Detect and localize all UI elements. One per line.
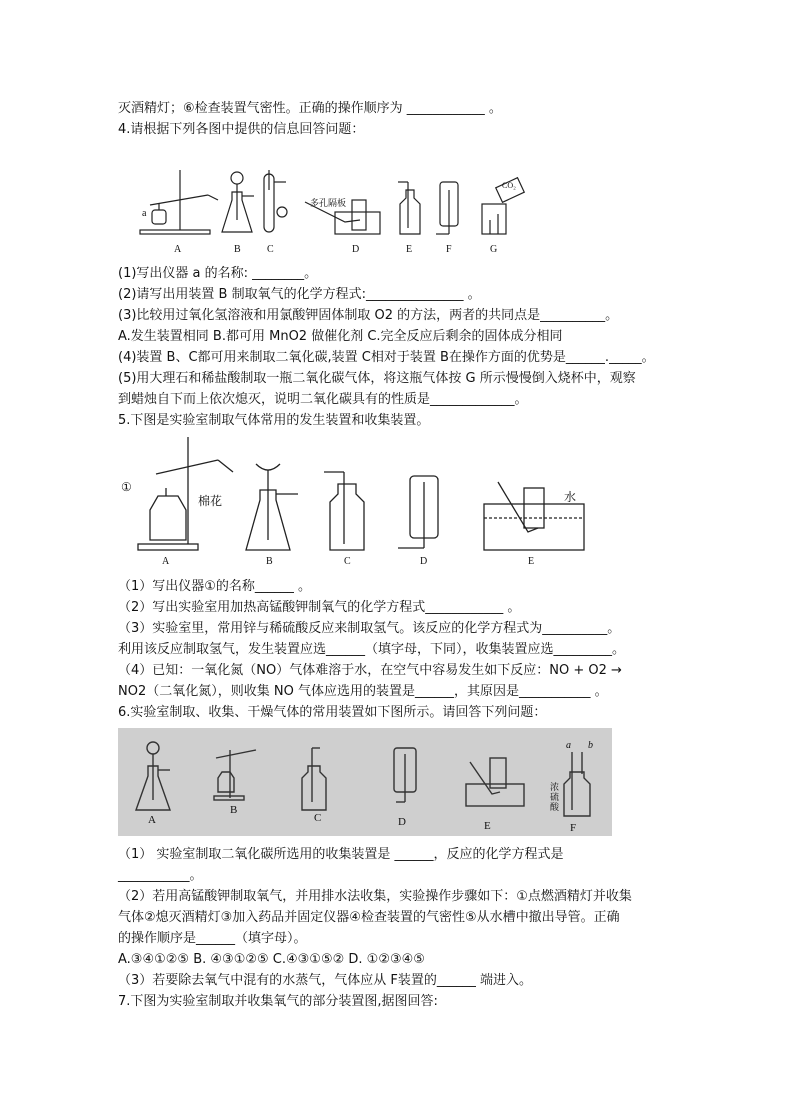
apparatus-d-inverted-bottle (394, 748, 416, 802)
q6-2-cont: 气体②熄灭酒精灯③加入药品并固定仪器④检查装置的气密性⑤从水槽中撤出导管。正确 (118, 910, 620, 925)
label-conc-1: 浓 (550, 782, 560, 792)
fig2-letter: C (344, 556, 351, 567)
q6-2-cont2: 的操作顺序是______（填字母）。 (118, 931, 307, 946)
q4-4: (4)装置 B、C都可用来制取二氧化碳,装置 C相对于装置 B在操作方面的优势是______._____。 (118, 350, 655, 365)
fig1-letter: E (406, 244, 413, 255)
q5-1: （1）写出仪器①的名称______ 。 (118, 579, 312, 594)
q4-3-options: A.发生装置相同 B.都可用 MnO2 做催化剂 C.完全反应后剩余的固体成分相同 (118, 329, 563, 344)
label-conc-2: 硫 (550, 792, 560, 802)
fig3-letter: A (148, 814, 156, 826)
label-multi-hole-plate: 多孔隔板 (310, 198, 347, 208)
question-5-heading: 5.下图是实验室制取气体常用的发生装置和收集装置。 (118, 413, 430, 428)
figure-q5-apparatus (118, 432, 588, 572)
apparatus-a-flask-funnel (136, 742, 170, 810)
q4-1: (1)写出仪器 a 的名称: ________。 (118, 266, 318, 281)
apparatus-f-wash-bottle (564, 752, 590, 816)
label-water: 水 (564, 490, 577, 504)
fig1-letter: A (174, 244, 182, 255)
fig1-letter: G (490, 244, 498, 255)
apparatus-f-inverted-bottle (436, 182, 458, 234)
apparatus-b-heating-setup (214, 750, 256, 800)
fig3-letter: C (314, 812, 322, 824)
fig1-letter: B (234, 244, 241, 255)
text-line: 灭酒精灯；⑥检查装置气密性。正确的操作顺序为 ____________ 。 (118, 101, 502, 116)
q4-3: (3)比较用过氧化氢溶液和用氯酸钾固体制取 O2 的方法，两者的共同点是__________。 (118, 308, 619, 323)
q5-3: （3）实验室里，常用锌与稀硫酸反应来制取氢气。该反应的化学方程式为__________。 (118, 621, 621, 636)
fig1-letter: F (446, 244, 452, 255)
figure-q4-apparatus (130, 160, 530, 260)
label-port-a: a (566, 740, 571, 751)
question-6-heading: 6.实验室制取、收集、干燥气体的常用装置如下图所示。请回答下列问题： (118, 705, 547, 720)
q6-1-cont: ___________。 (118, 868, 203, 883)
label-conc-3: 酸 (550, 802, 560, 812)
q5-2: （2）写出实验室用加热高锰酸钾制氧气的化学方程式____________ 。 (118, 600, 521, 615)
q6-2-options: A.③④①②⑤ B. ④③①②⑤ C.④③①⑤② D. ①②③④⑤ (118, 952, 425, 967)
q6-1: （1） 实验室制取二氧化碳所选用的收集装置是 ______，反应的化学方程式是 (118, 847, 564, 862)
q6-2: （2）若用高锰酸钾制取氧气，并用排水法收集，实验操作步骤如下：①点燃酒精灯并收集 (118, 889, 632, 904)
apparatus-c-bottle (302, 748, 326, 810)
fig3-letter: D (398, 816, 406, 828)
fig1-letter: D (352, 244, 360, 255)
apparatus-c-bottle (324, 472, 364, 550)
apparatus-b-flask-funnel (246, 464, 298, 550)
question-4-heading: 4.请根据下列各图中提供的信息回答问题： (118, 122, 365, 137)
fig2-letter: A (162, 556, 170, 567)
label-a: a (142, 208, 147, 219)
q5-4: （4）已知：一氧化氮（NO）气体难溶于水，在空气中容易发生如下反应：NO + O2 → (118, 663, 622, 678)
label-cotton: 棉花 (198, 494, 223, 508)
fig3-letter: B (230, 804, 238, 816)
figure-q6-apparatus (118, 728, 612, 836)
fig2-letter: D (420, 556, 428, 567)
fig3-letter: E (484, 820, 491, 832)
label-port-b: b (588, 740, 593, 751)
q4-5: (5)用大理石和稀盐酸制取一瓶二氧化碳气体，将这瓶气体按 G 所示慢慢倒入烧杯中，观察 (118, 371, 636, 386)
fig3-letter: F (570, 822, 577, 834)
q5-3-cont: 利用该反应制取氢气，发生装置应选______（填字母，下同），收集装置应选_________。 (118, 642, 626, 657)
fig2-letter: B (266, 556, 273, 567)
q6-3: （3）若要除去氧气中混有的水蒸气，气体应从 F装置的______ 端进入。 (118, 973, 533, 988)
label-circle-1: ① (121, 480, 132, 494)
label-co2: CO₂ (502, 181, 516, 190)
question-7-heading: 7.下图为实验室制取并收集氧气的部分装置图,据图回答: (118, 994, 438, 1009)
fig1-letter: C (267, 244, 274, 255)
q5-4-cont: NO2（二氧化氮），则收集 NO 气体应选用的装置是______，其原因是___________ 。 (118, 684, 608, 699)
apparatus-e-water-trough (466, 758, 524, 806)
fig2-letter: E (528, 556, 535, 567)
apparatus-a-heating-setup (140, 170, 218, 234)
apparatus-e-bottle (398, 182, 420, 234)
q4-5-cont: 到蜡烛自下而上依次熄灭，说明二氧化碳具有的性质是_____________。 (118, 392, 528, 407)
apparatus-c-tube-valve (264, 170, 287, 232)
q4-2: (2)请写出用装置 B 制取氧气的化学方程式:_______________ 。 (118, 287, 481, 302)
apparatus-d-inverted-bottle (398, 476, 438, 548)
apparatus-b-flask-funnel (222, 172, 254, 232)
